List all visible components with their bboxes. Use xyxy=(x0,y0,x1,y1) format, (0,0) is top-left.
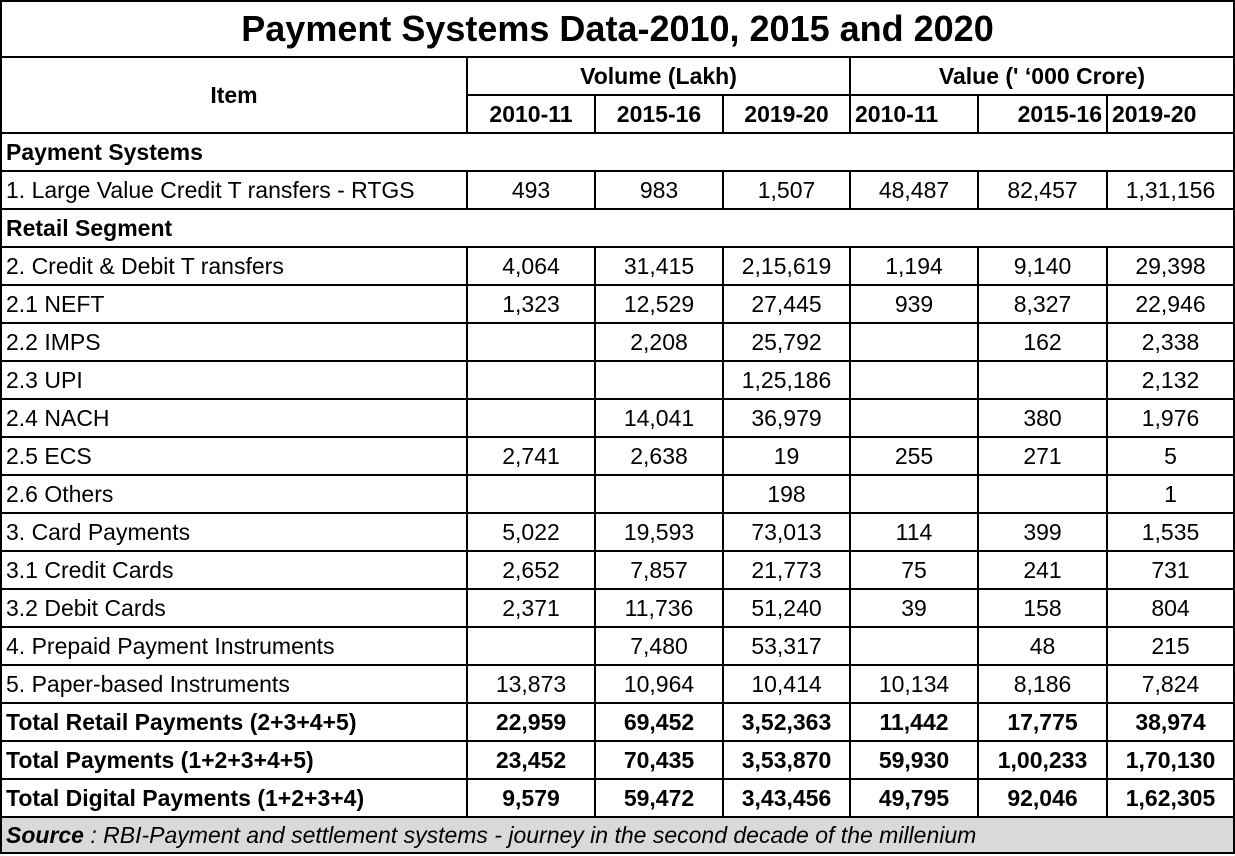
row-label: 2.2 IMPS xyxy=(1,323,467,361)
table-cell xyxy=(978,361,1107,399)
table-cell: 1,976 xyxy=(1107,399,1234,437)
table-cell: 2,208 xyxy=(595,323,723,361)
table-cell: 53,317 xyxy=(723,627,850,665)
table-cell: 48,487 xyxy=(850,171,978,209)
table-cell: 22,959 xyxy=(467,703,595,741)
table-cell: 731 xyxy=(1107,551,1234,589)
volume-year-2015: 2015-16 xyxy=(595,95,723,133)
table-cell: 31,415 xyxy=(595,247,723,285)
table-cell: 82,457 xyxy=(978,171,1107,209)
table-cell: 1,25,186 xyxy=(723,361,850,399)
table-cell: 14,041 xyxy=(595,399,723,437)
row-label: 2.3 UPI xyxy=(1,361,467,399)
table-cell: 69,452 xyxy=(595,703,723,741)
table-cell: 38,974 xyxy=(1107,703,1234,741)
row-label: 2.6 Others xyxy=(1,475,467,513)
table-cell: 59,930 xyxy=(850,741,978,779)
table-row xyxy=(1,513,1234,551)
table-cell: 1,62,305 xyxy=(1107,779,1234,817)
row-label: Total Digital Payments (1+2+3+4) xyxy=(1,779,467,817)
table-cell: 8,186 xyxy=(978,665,1107,703)
table-cell: 241 xyxy=(978,551,1107,589)
table-cell xyxy=(467,399,595,437)
table-cell: 27,445 xyxy=(723,285,850,323)
table-cell: 4,064 xyxy=(467,247,595,285)
table-cell: 75 xyxy=(850,551,978,589)
table-row xyxy=(1,551,1234,589)
table-cell: 114 xyxy=(850,513,978,551)
table-row xyxy=(1,475,1234,513)
row-label: 2.5 ECS xyxy=(1,437,467,475)
row-label: 3. Card Payments xyxy=(1,513,467,551)
table-cell: 255 xyxy=(850,437,978,475)
value-group-header: Value (' ‘000 Crore) xyxy=(850,57,1234,95)
table-cell: 49,795 xyxy=(850,779,978,817)
table-row xyxy=(1,247,1234,285)
table-cell: 92,046 xyxy=(978,779,1107,817)
table-cell xyxy=(467,627,595,665)
table-cell: 25,792 xyxy=(723,323,850,361)
table-cell: 1,70,130 xyxy=(1107,741,1234,779)
table-cell: 70,435 xyxy=(595,741,723,779)
source-text: : RBI-Payment and settlement systems - journey in the second decade of the millenium xyxy=(83,822,977,848)
table-cell: 2,15,619 xyxy=(723,247,850,285)
section-row-payment-systems xyxy=(1,133,1234,171)
table-cell: 8,327 xyxy=(978,285,1107,323)
table-cell: 1,535 xyxy=(1107,513,1234,551)
total-row xyxy=(1,703,1234,741)
table-cell: 22,946 xyxy=(1107,285,1234,323)
volume-year-2019: 2019-20 xyxy=(723,95,850,133)
value-year-2015: 2015-16 xyxy=(978,95,1107,133)
section-retail-segment: Retail Segment xyxy=(1,209,1234,247)
table-row xyxy=(1,361,1234,399)
table-cell: 12,529 xyxy=(595,285,723,323)
table-cell: 23,452 xyxy=(467,741,595,779)
table-cell: 13,873 xyxy=(467,665,595,703)
table-cell: 59,472 xyxy=(595,779,723,817)
table-cell: 11,736 xyxy=(595,589,723,627)
table-cell: 73,013 xyxy=(723,513,850,551)
source-row xyxy=(1,817,1234,853)
table-cell: 48 xyxy=(978,627,1107,665)
row-label: 2. Credit & Debit T ransfers xyxy=(1,247,467,285)
section-payment-systems: Payment Systems xyxy=(1,133,1234,171)
row-label: 1. Large Value Credit T ransfers - RTGS xyxy=(1,171,467,209)
row-label: 3.2 Debit Cards xyxy=(1,589,467,627)
total-row xyxy=(1,779,1234,817)
table-cell: 51,240 xyxy=(723,589,850,627)
section-row-retail-segment xyxy=(1,209,1234,247)
table-cell: 2,132 xyxy=(1107,361,1234,399)
source-note xyxy=(1,817,1234,853)
source-label: Source xyxy=(6,822,84,848)
title-row xyxy=(1,1,1234,57)
table-cell: 2,338 xyxy=(1107,323,1234,361)
table-row xyxy=(1,437,1234,475)
table-cell: 19 xyxy=(723,437,850,475)
item-header: Item xyxy=(1,57,467,133)
row-label: 2.1 NEFT xyxy=(1,285,467,323)
table-cell: 939 xyxy=(850,285,978,323)
table-cell: 7,824 xyxy=(1107,665,1234,703)
table-cell: 29,398 xyxy=(1107,247,1234,285)
table-cell: 5 xyxy=(1107,437,1234,475)
table-cell: 493 xyxy=(467,171,595,209)
table-cell xyxy=(850,323,978,361)
table-cell: 9,579 xyxy=(467,779,595,817)
table-row xyxy=(1,627,1234,665)
table-cell: 2,652 xyxy=(467,551,595,589)
table-cell: 162 xyxy=(978,323,1107,361)
table-cell: 399 xyxy=(978,513,1107,551)
table-row xyxy=(1,399,1234,437)
table-row xyxy=(1,171,1234,209)
table-title: Payment Systems Data-2010, 2015 and 2020 xyxy=(1,1,1234,57)
table-cell xyxy=(850,627,978,665)
table-row xyxy=(1,589,1234,627)
value-year-2019: 2019-20 xyxy=(1107,95,1234,133)
table-cell xyxy=(850,361,978,399)
table-cell xyxy=(467,475,595,513)
table-cell: 2,638 xyxy=(595,437,723,475)
row-label: Total Payments (1+2+3+4+5) xyxy=(1,741,467,779)
row-label: 2.4 NACH xyxy=(1,399,467,437)
table-cell: 3,43,456 xyxy=(723,779,850,817)
table-cell: 5,022 xyxy=(467,513,595,551)
table-cell: 10,134 xyxy=(850,665,978,703)
table-cell: 17,775 xyxy=(978,703,1107,741)
table-cell: 39 xyxy=(850,589,978,627)
table-cell xyxy=(467,361,595,399)
row-label: 3.1 Credit Cards xyxy=(1,551,467,589)
table-cell: 1,507 xyxy=(723,171,850,209)
table-cell: 7,857 xyxy=(595,551,723,589)
table-cell xyxy=(595,361,723,399)
table-cell: 2,741 xyxy=(467,437,595,475)
table-cell xyxy=(467,323,595,361)
table-cell: 36,979 xyxy=(723,399,850,437)
table-cell: 2,371 xyxy=(467,589,595,627)
volume-year-2010: 2010-11 xyxy=(467,95,595,133)
table-cell xyxy=(595,475,723,513)
table-cell: 10,414 xyxy=(723,665,850,703)
table-cell xyxy=(850,475,978,513)
table-cell: 3,52,363 xyxy=(723,703,850,741)
table-row xyxy=(1,665,1234,703)
table-cell: 1 xyxy=(1107,475,1234,513)
table-cell: 198 xyxy=(723,475,850,513)
table-row xyxy=(1,285,1234,323)
table-cell: 983 xyxy=(595,171,723,209)
table-cell: 1,194 xyxy=(850,247,978,285)
table-cell xyxy=(978,475,1107,513)
table-cell: 158 xyxy=(978,589,1107,627)
table-cell: 1,00,233 xyxy=(978,741,1107,779)
table-cell xyxy=(850,399,978,437)
table-cell: 271 xyxy=(978,437,1107,475)
table-cell: 215 xyxy=(1107,627,1234,665)
row-label: 4. Prepaid Payment Instruments xyxy=(1,627,467,665)
row-label: Total Retail Payments (2+3+4+5) xyxy=(1,703,467,741)
table-cell: 1,323 xyxy=(467,285,595,323)
header-row-groups xyxy=(1,57,1234,95)
table-cell: 11,442 xyxy=(850,703,978,741)
table-cell: 7,480 xyxy=(595,627,723,665)
table-cell: 380 xyxy=(978,399,1107,437)
table-row xyxy=(1,323,1234,361)
total-row xyxy=(1,741,1234,779)
value-year-2010: 2010-11 xyxy=(850,95,978,133)
table-cell: 19,593 xyxy=(595,513,723,551)
table-cell: 9,140 xyxy=(978,247,1107,285)
table-cell: 10,964 xyxy=(595,665,723,703)
row-label: 5. Paper-based Instruments xyxy=(1,665,467,703)
table-cell: 3,53,870 xyxy=(723,741,850,779)
table-cell: 21,773 xyxy=(723,551,850,589)
table-cell: 1,31,156 xyxy=(1107,171,1234,209)
volume-group-header: Volume (Lakh) xyxy=(467,57,850,95)
table-cell: 804 xyxy=(1107,589,1234,627)
